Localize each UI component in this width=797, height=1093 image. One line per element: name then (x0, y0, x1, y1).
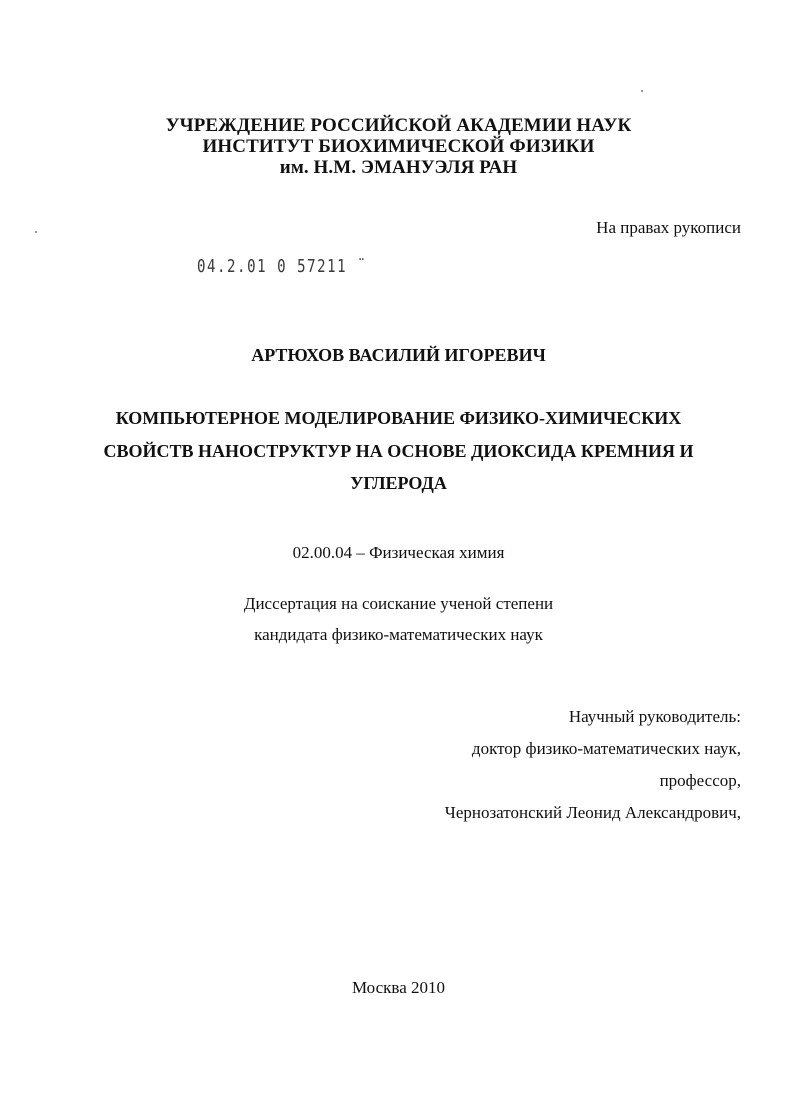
title-line-1: КОМПЬЮТЕРНОЕ МОДЕЛИРОВАНИЕ ФИЗИКО-ХИМИЧЕСКИХ (115, 408, 682, 428)
degree-line-2: кандидата физико-математических наук (254, 625, 543, 644)
advisor-rank: профессор, (659, 771, 741, 790)
institution-line-3: им. Н.М. ЭМАНУЭЛЯ РАН (279, 157, 518, 178)
scan-speck (641, 90, 643, 92)
specialty: 02.00.04 – Физическая химия (292, 543, 505, 562)
manuscript-note: На правах рукописи (596, 218, 741, 237)
title-line-2: СВОЙСТВ НАНОСТРУКТУР НА ОСНОВЕ ДИОКСИДА КРЕМНИЯ И (103, 441, 694, 461)
advisor-label: Научный руководитель: (568, 707, 741, 726)
degree-line-1: Диссертация на соискание ученой степени (243, 594, 554, 613)
city-year: Москва 2010 (351, 978, 446, 997)
title-line-3: УГЛЕРОДА (350, 473, 447, 493)
author-name: АРТЮХОВ ВАСИЛИЙ ИГОРЕВИЧ (251, 345, 546, 365)
library-stamp-number: 04.2.01 0 57211 ¨ (197, 256, 368, 277)
advisor-name: Чернозатонский Леонид Александрович, (444, 803, 741, 822)
scan-speck (35, 231, 37, 233)
institution-line-2: ИНСТИТУТ БИОХИМИЧЕСКОЙ ФИЗИКИ (202, 136, 595, 157)
advisor-degree: доктор физико-математических наук, (471, 739, 741, 758)
institution-line-1: УЧРЕЖДЕНИЕ РОССИЙСКОЙ АКАДЕМИИ НАУК (165, 115, 632, 136)
